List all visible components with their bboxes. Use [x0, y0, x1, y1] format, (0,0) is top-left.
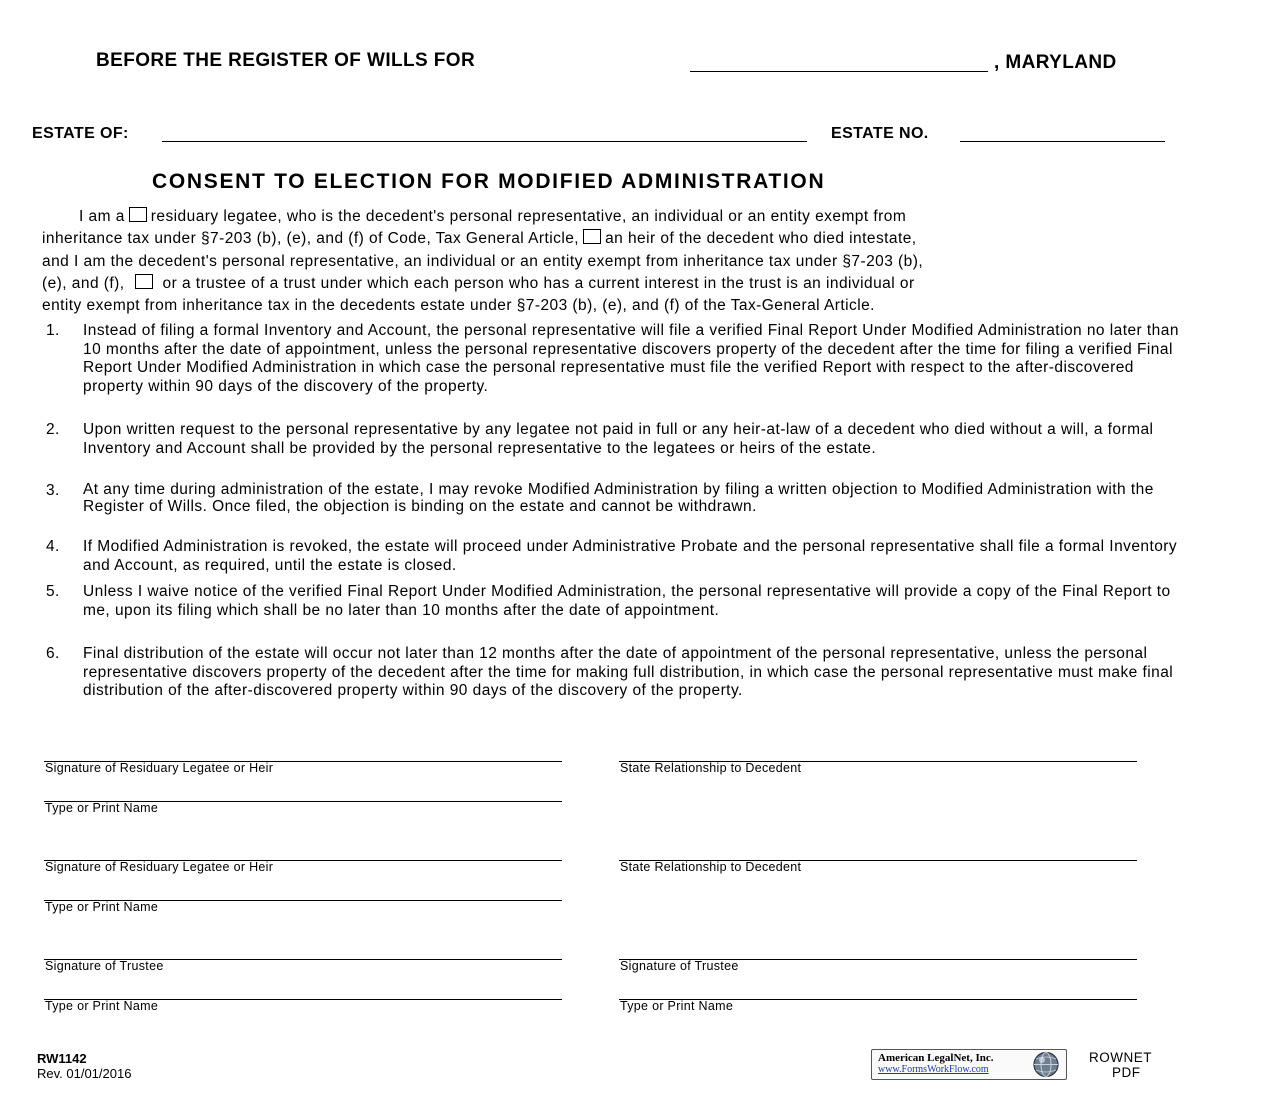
form-title: CONSENT TO ELECTION FOR MODIFIED ADMINISTRATION	[152, 170, 826, 193]
heir-checkbox[interactable]	[583, 229, 601, 244]
intro-line-5: entity exempt from inheritance tax in the decedents estate under §7-203 (b), (e), and (f) of the Tax-General Article.	[42, 297, 875, 315]
form-id: RW1142	[37, 1051, 87, 1066]
revision-date: Rev. 01/01/2016	[37, 1066, 132, 1081]
print-name-label: Type or Print Name	[45, 999, 159, 1013]
item-text: Unless I waive notice of the verified Final Report Under Modified Administration, the personal representative will provide a copy of the Final Report to me, upon its filing which shall be no later than 10 months after the date of appointment.	[83, 583, 1171, 619]
code-top: ROWNET	[1089, 1050, 1152, 1065]
estate-no-field[interactable]	[960, 125, 1165, 142]
trustee-checkbox[interactable]	[135, 274, 153, 289]
item-number: 2.	[46, 421, 60, 438]
publisher-logo[interactable]	[871, 1049, 1067, 1080]
logo-name: American LegalNet, Inc.	[878, 1052, 994, 1064]
item-text: Instead of filing a formal Inventory and Account, the personal representative will file a verified Final Report Under Modified Administration no later than 10 months after the date of appointment, unless the personal representative discovers property of the decedent after the time for filing a verified Final Report Under Modified Administration in which case the personal representative must file the verified Report with respect to the after-discovered property within 90 days of the discovery of the property.	[83, 322, 1179, 395]
relationship-label: State Relationship to Decedent	[620, 860, 802, 874]
intro-line-4: (e), and (f), or a trustee of a trust under which each person who has a current interest in the trust is an individual or	[42, 274, 915, 292]
item-text: Upon written request to the personal representative by any legatee not paid in full or any heir-at-law of a decedent who died without a will, a formal Inventory and Account shall be provided by the personal representative to the legatees or heirs of the estate.	[83, 421, 1154, 457]
register-label: BEFORE THE REGISTER OF WILLS FOR	[96, 50, 476, 71]
print-name-label: Type or Print Name	[45, 900, 159, 914]
estate-of-field[interactable]	[162, 125, 807, 142]
signature-label: Signature of Residuary Legatee or Heir	[45, 860, 274, 874]
state-label: , MARYLAND	[994, 52, 1117, 73]
estate-no-label: ESTATE NO.	[831, 125, 929, 142]
intro-line-1: I am a residuary legatee, who is the decedent's personal representative, an individual or an entity exempt from	[79, 208, 907, 225]
signature-label: Signature of Trustee	[45, 959, 164, 973]
print-name-label: Type or Print Name	[45, 801, 159, 815]
item-number: 6.	[46, 645, 60, 662]
item-number: 3.	[46, 482, 60, 499]
globe-icon	[1029, 1051, 1063, 1078]
item-text: At any time during administration of the estate, I may revoke Modified Administration by filing a written objection to Modified Administration with the Register of Wills. Once filed, the objection is binding on the estate and cannot be withdrawn.	[83, 481, 1154, 515]
item-number: 1.	[46, 322, 60, 339]
intro-line-2: inheritance tax under §7-203 (b), (e), and (f) of Code, Tax General Article, an heir of the decedent who died intestate,	[42, 230, 917, 248]
item-number: 4.	[46, 538, 60, 555]
residuary-legatee-checkbox[interactable]	[129, 207, 147, 222]
county-field[interactable]	[690, 53, 988, 72]
logo-url[interactable]: www.FormsWorkFlow.com	[878, 1064, 989, 1075]
estate-of-label: ESTATE OF:	[32, 125, 129, 142]
intro-paragraph	[42, 206, 923, 317]
code-bottom: PDF	[1112, 1065, 1141, 1080]
print-name-label: Type or Print Name	[620, 999, 734, 1013]
item-number: 5.	[46, 583, 60, 600]
relationship-label: State Relationship to Decedent	[620, 761, 802, 775]
signature-label: Signature of Trustee	[620, 959, 739, 973]
signature-label: Signature of Residuary Legatee or Heir	[45, 761, 274, 775]
item-text: Final distribution of the estate will occur not later than 12 months after the date of appointment of the personal representative, unless the personal representative discovers property of the decedent after the time for making full distribution, in which case the personal representative must make final distribution of the after-discovered property within 90 days of the discovery of the property.	[83, 645, 1174, 699]
item-text: If Modified Administration is revoked, the estate will proceed under Administrative Probate and the personal representative shall file a formal Inventory and Account, as required, until the estate is closed.	[83, 538, 1178, 574]
intro-line-3: and I am the decedent's personal representative, an individual or an entity exempt from inheritance tax under §7-203 (b),	[42, 252, 924, 270]
